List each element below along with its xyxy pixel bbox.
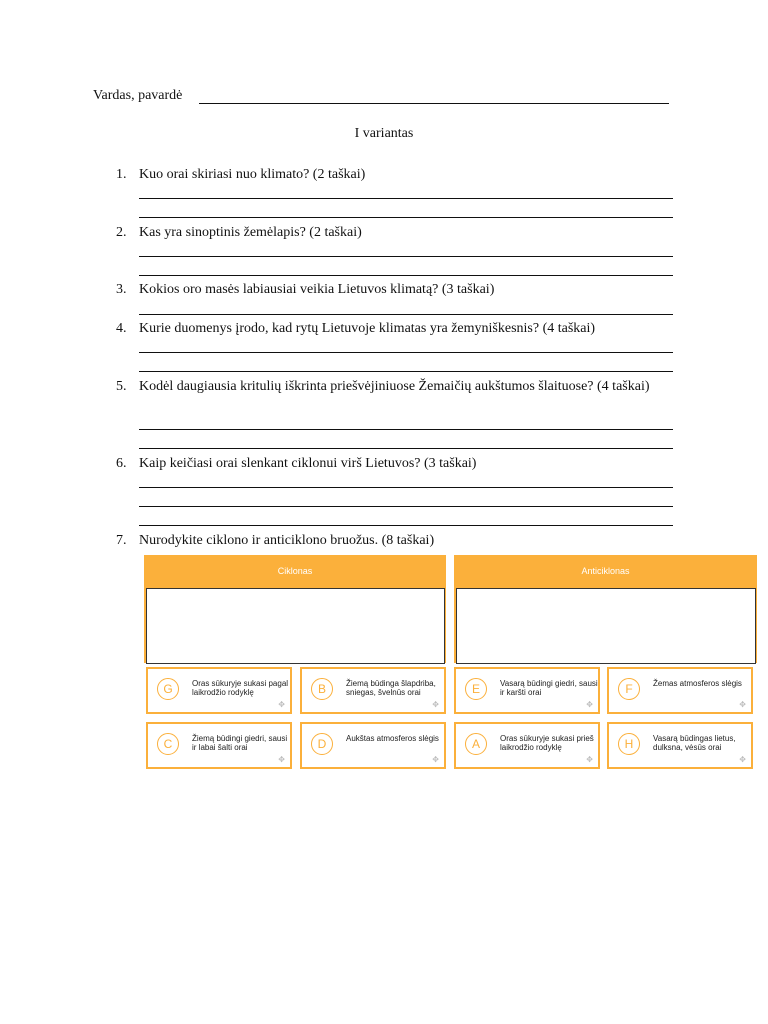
move-icon: ✥ xyxy=(739,700,746,709)
answer-line[interactable] xyxy=(139,275,673,276)
question-text: Kas yra sinoptinis žemėlapis? (2 taškai) xyxy=(139,225,362,240)
draggable-card[interactable] xyxy=(454,722,600,769)
answer-line[interactable] xyxy=(139,352,673,353)
anticyclone-header: Anticiklonas xyxy=(454,555,757,587)
question-number: 7. xyxy=(116,533,127,548)
answer-line[interactable] xyxy=(139,506,673,507)
card-letter-badge: A xyxy=(465,733,487,755)
draggable-card[interactable] xyxy=(607,667,753,714)
anticyclone-drop-zone[interactable] xyxy=(456,588,756,664)
card-text: Žiemą būdingi giedri, sausi ir labai šalti orai xyxy=(192,734,288,752)
question-number: 5. xyxy=(116,379,127,394)
cyclone-header: Ciklonas xyxy=(144,555,446,587)
draggable-card[interactable] xyxy=(300,722,446,769)
question-number: 2. xyxy=(116,225,127,240)
move-icon: ✥ xyxy=(586,700,593,709)
card-text: Žiemą būdinga šlapdriba, sniegas, švelnūs orai xyxy=(346,679,436,697)
question-text: Nurodykite ciklono ir anticiklono bruožus. (8 taškai) xyxy=(139,533,435,548)
question-text: Kuo orai skiriasi nuo klimato? (2 taškai) xyxy=(139,167,366,182)
variant-title: I variantas xyxy=(354,126,414,141)
question-text: Kokios oro masės labiausiai veikia Lietuvos klimatą? (3 taškai) xyxy=(139,282,495,297)
draggable-card[interactable] xyxy=(300,667,446,714)
move-icon: ✥ xyxy=(278,700,285,709)
draggable-card[interactable] xyxy=(146,667,292,714)
move-icon: ✥ xyxy=(278,755,285,764)
move-icon: ✥ xyxy=(432,700,439,709)
question-number: 4. xyxy=(116,321,127,336)
question-text: Kaip keičiasi orai slenkant ciklonui virš Lietuvos? (3 taškai) xyxy=(139,456,477,471)
card-text: Žemas atmosferos slėgis xyxy=(653,679,742,688)
question-text: Kodėl daugiausia kritulių iškrinta priešvėjiniuose Žemaičių aukštumos šlaituose? (4 taškai) xyxy=(139,379,650,394)
move-icon: ✥ xyxy=(739,755,746,764)
answer-line[interactable] xyxy=(139,525,673,526)
answer-line[interactable] xyxy=(139,217,673,218)
name-answer-line[interactable] xyxy=(199,103,669,104)
move-icon: ✥ xyxy=(586,755,593,764)
card-letter-badge: G xyxy=(157,678,179,700)
draggable-card[interactable] xyxy=(454,667,600,714)
answer-line[interactable] xyxy=(139,314,673,315)
name-label: Vardas, pavardė xyxy=(93,88,183,103)
answer-line[interactable] xyxy=(139,448,673,449)
card-letter-badge: E xyxy=(465,678,487,700)
move-icon: ✥ xyxy=(432,755,439,764)
draggable-card[interactable] xyxy=(607,722,753,769)
card-letter-badge: C xyxy=(157,733,179,755)
question-text: Kurie duomenys įrodo, kad rytų Lietuvoje klimatas yra žemyniškesnis? (4 taškai) xyxy=(139,321,596,336)
question-number: 6. xyxy=(116,456,127,471)
answer-line[interactable] xyxy=(139,371,673,372)
answer-line[interactable] xyxy=(139,198,673,199)
answer-line[interactable] xyxy=(139,487,673,488)
card-letter-badge: H xyxy=(618,733,640,755)
card-text: Vasarą būdingi giedri, sausi ir karšti orai xyxy=(500,679,598,697)
card-text: Oras sūkuryje sukasi prieš laikrodžio rodyklę xyxy=(500,734,594,752)
answer-line[interactable] xyxy=(139,256,673,257)
answer-line[interactable] xyxy=(139,429,673,430)
card-letter-badge: B xyxy=(311,678,333,700)
cyclone-drop-zone[interactable] xyxy=(146,588,445,664)
card-letter-badge: F xyxy=(618,678,640,700)
card-letter-badge: D xyxy=(311,733,333,755)
card-text: Oras sūkuryje sukasi pagal laikrodžio rodyklę xyxy=(192,679,289,697)
draggable-card[interactable] xyxy=(146,722,292,769)
question-number: 1. xyxy=(116,167,127,182)
card-text: Aukštas atmosferos slėgis xyxy=(346,734,439,743)
question-number: 3. xyxy=(116,282,127,297)
card-text: Vasarą būdingas lietus, dulksna, vėsūs orai xyxy=(653,734,736,752)
